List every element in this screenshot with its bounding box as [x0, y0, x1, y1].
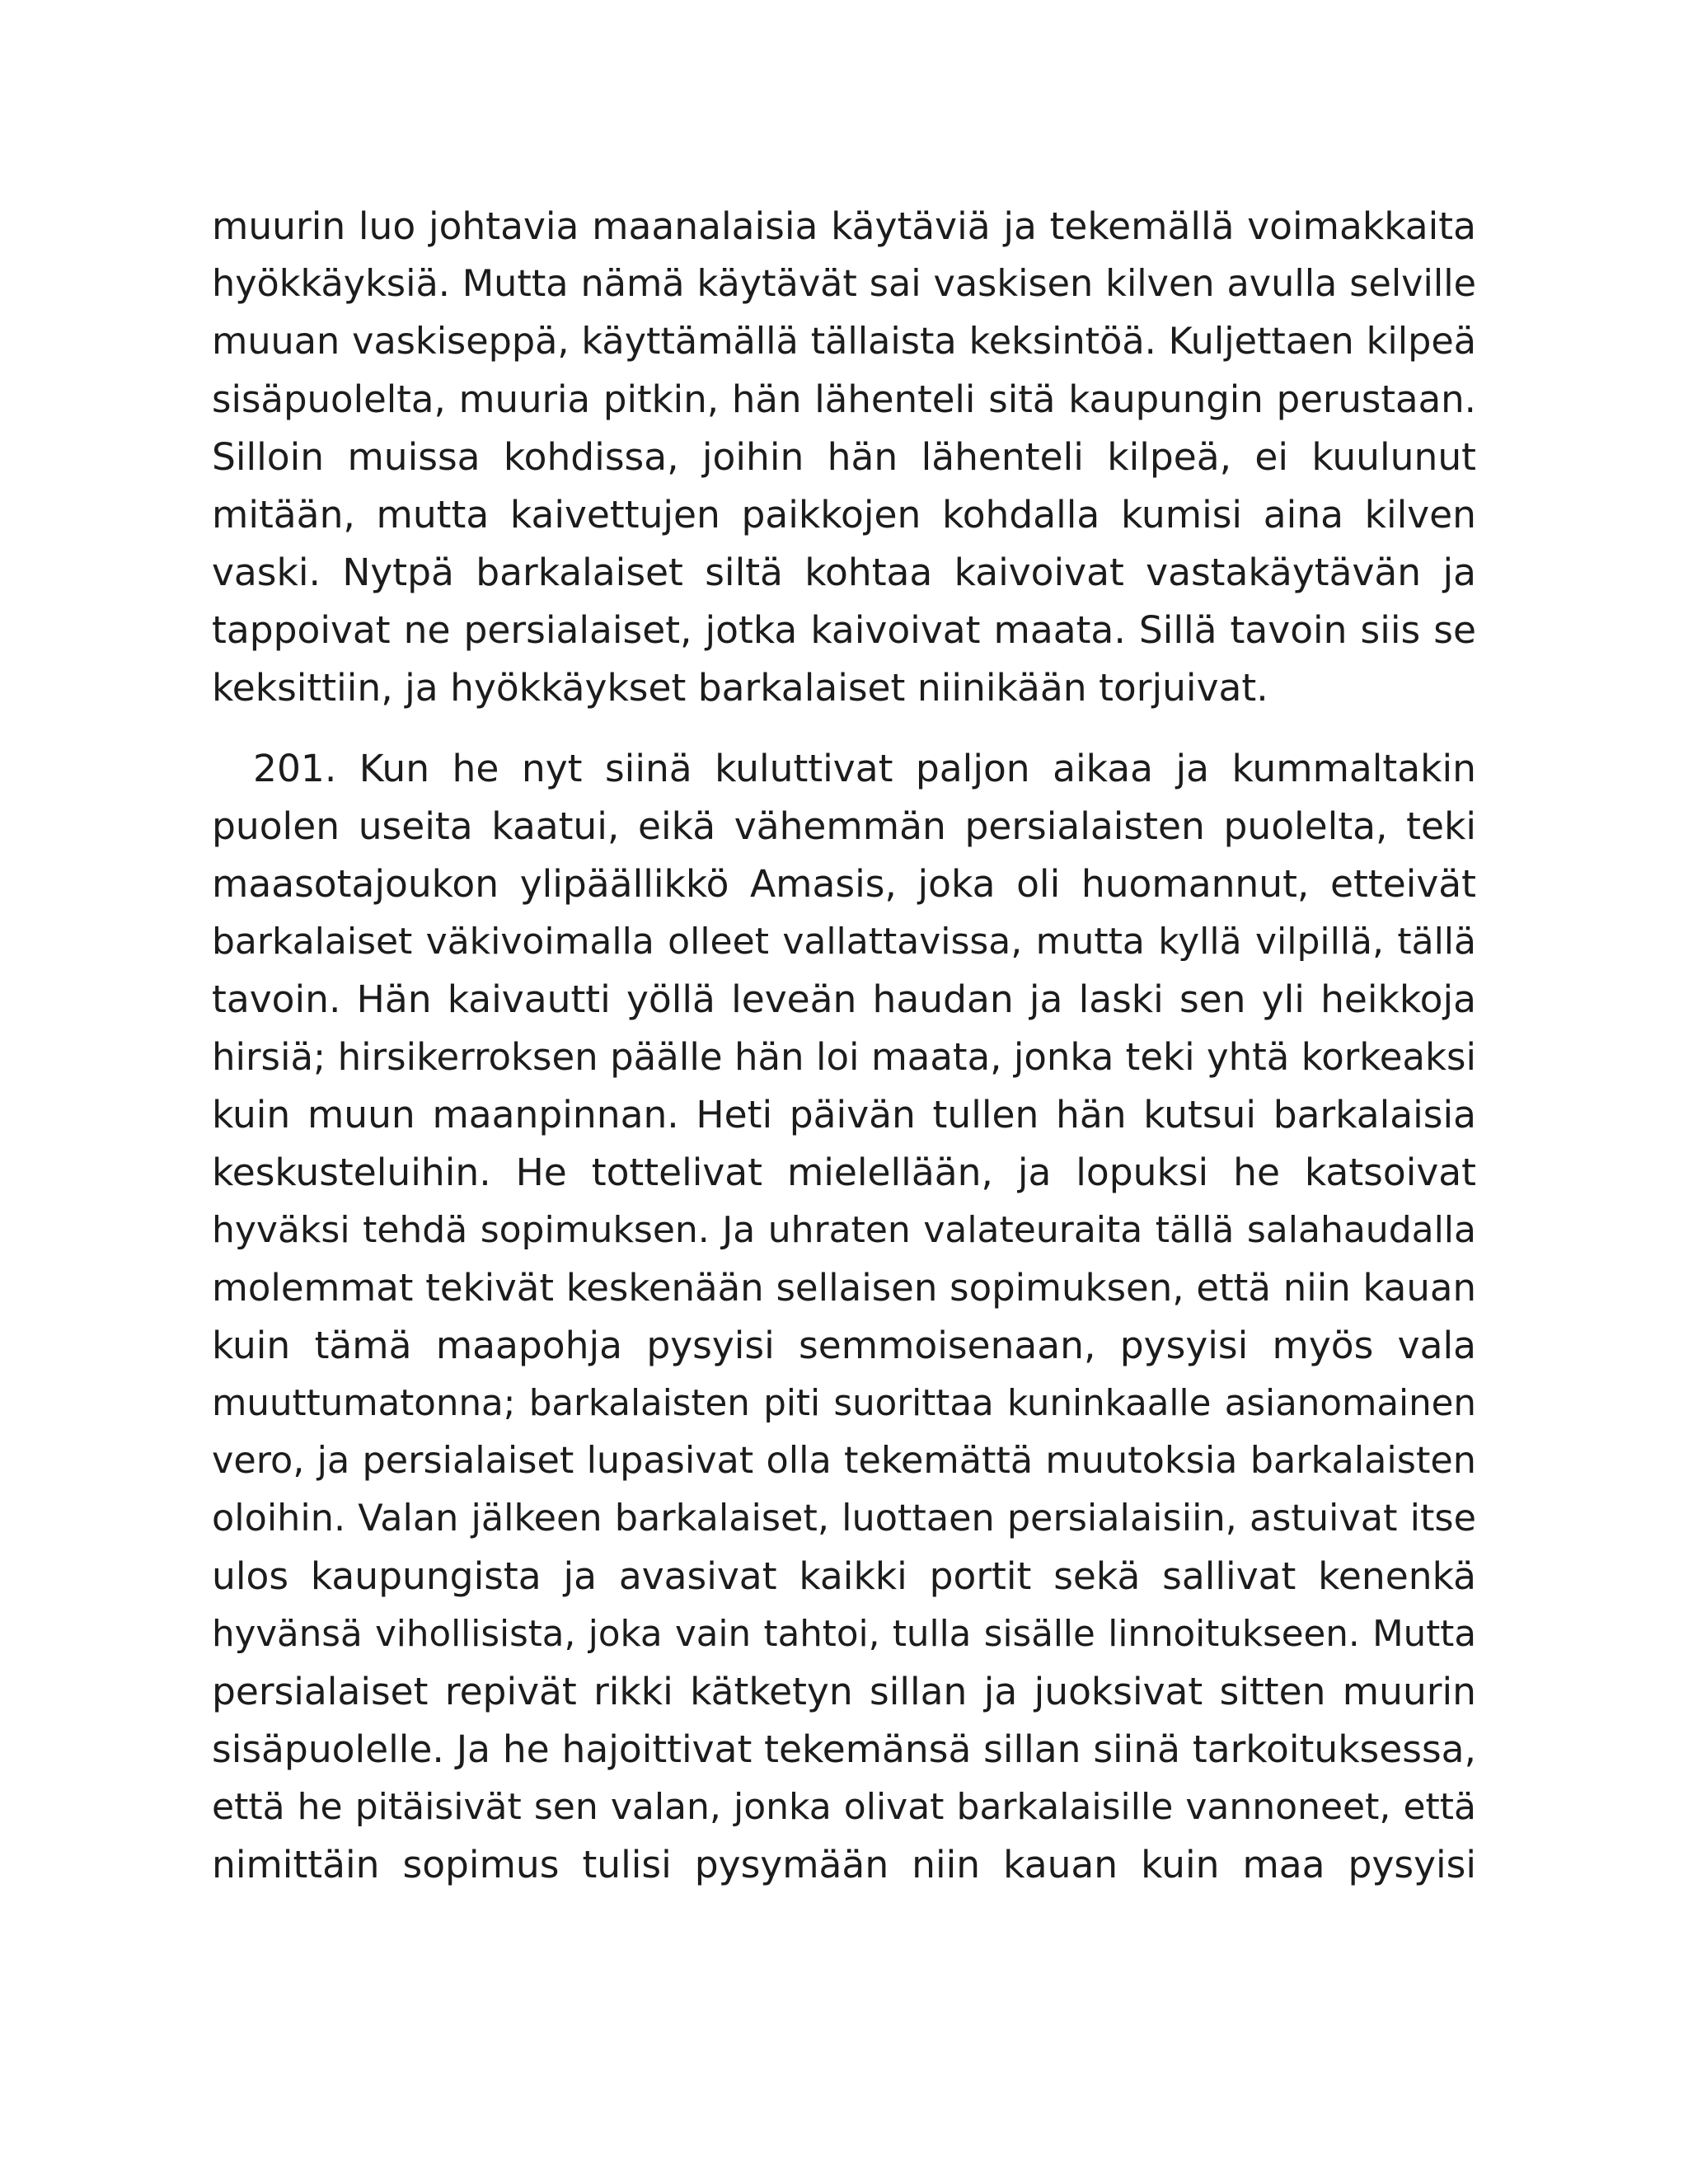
text-line: tappoivat ne persialaiset, jotka kaivoivat maata. Sillä tavoin siis se: [212, 608, 1476, 652]
document-page: [212, 198, 1476, 1894]
text-line: hyvänsä vihollisista, joka vain tahtoi, tulla sisälle linnoitukseen. Mutta: [212, 1614, 1476, 1655]
paragraph-2: [212, 740, 1476, 1894]
text-line: sisäpuolelle. Ja he hajoittivat tekemänsä sillan siinä tarkoituksessa,: [212, 1727, 1476, 1771]
text-line: hirsiä; hirsikerroksen päälle hän loi maata, jonka teki yhtä korkeaksi: [212, 1035, 1476, 1079]
text-line: keskusteluihin. He tottelivat mielellään, ja lopuksi he katsoivat: [212, 1151, 1476, 1194]
text-line: Silloin muissa kohdissa, joihin hän lähenteli kilpeä, ei kuulunut: [212, 435, 1476, 479]
text-line: muuttumatonna; barkalaisten piti suorittaa kuninkaalle asianomainen: [212, 1383, 1476, 1424]
text-line: maasotajoukon ylipäällikkö Amasis, joka oli huomannut, etteivät: [212, 862, 1476, 906]
text-line: nimittäin sopimus tulisi pysymään niin kauan kuin maa pysyisi: [212, 1843, 1476, 1886]
text-line: sisäpuolelta, muuria pitkin, hän lähenteli sitä kaupungin perustaan.: [212, 377, 1476, 421]
text-line: keksittiin, ja hyökkäykset barkalaiset niinikään torjuivat.: [212, 666, 1268, 710]
text-line: hyökkäyksiä. Mutta nämä käytävät sai vaskisen kilven avulla selville: [212, 263, 1476, 305]
text-line: mitään, mutta kaivettujen paikkojen kohdalla kumisi aina kilven: [212, 493, 1476, 537]
text-line: puolen useita kaatui, eikä vähemmän persialaisten puolelta, teki: [212, 804, 1476, 848]
text-line: molemmat tekivät keskenään sellaisen sopimuksen, että niin kauan: [212, 1266, 1476, 1310]
text-line: että he pitäisivät sen valan, jonka olivat barkalaisille vannoneet, että: [212, 1786, 1476, 1828]
text-line: persialaiset repivät rikki kätketyn sillan ja juoksivat sitten muurin: [212, 1670, 1476, 1713]
text-line: kuin tämä maapohja pysyisi semmoisenaan, pysyisi myös vala: [212, 1324, 1476, 1367]
text-line: hyväksi tehdä sopimuksen. Ja uhraten valateuraita tällä salahaudalla: [212, 1209, 1476, 1251]
text-line: 201. Kun he nyt siinä kuluttivat paljon aikaa ja kummaltakin: [253, 747, 1476, 790]
paragraph-1: [212, 198, 1476, 717]
text-line: muurin luo johtavia maanalaisia käytäviä ja tekemällä voimakkaita: [212, 204, 1476, 248]
text-line: ulos kaupungista ja avasivat kaikki portit sekä sallivat kenenkä: [212, 1554, 1476, 1598]
text-line: oloihin. Valan jälkeen barkalaiset, luottaen persialaisiin, astuivat itse: [212, 1497, 1476, 1540]
text-line: muuan vaskiseppä, käyttämällä tällaista keksintöä. Kuljettaen kilpeä: [212, 321, 1476, 363]
text-line: barkalaiset väkivoimalla olleet vallattavissa, mutta kyllä vilpillä, tällä: [212, 921, 1476, 963]
text-line: tavoin. Hän kaivautti yöllä leveän haudan ja laski sen yli heikkoja: [212, 977, 1476, 1021]
text-line: vero, ja persialaiset lupasivat olla tekemättä muutoksia barkalaisten: [212, 1440, 1476, 1482]
text-line: vaski. Nytpä barkalaiset siltä kohtaa kaivoivat vastakäytävän ja: [212, 551, 1476, 594]
text-line: kuin muun maanpinnan. Heti päivän tullen hän kutsui barkalaisia: [212, 1093, 1476, 1137]
